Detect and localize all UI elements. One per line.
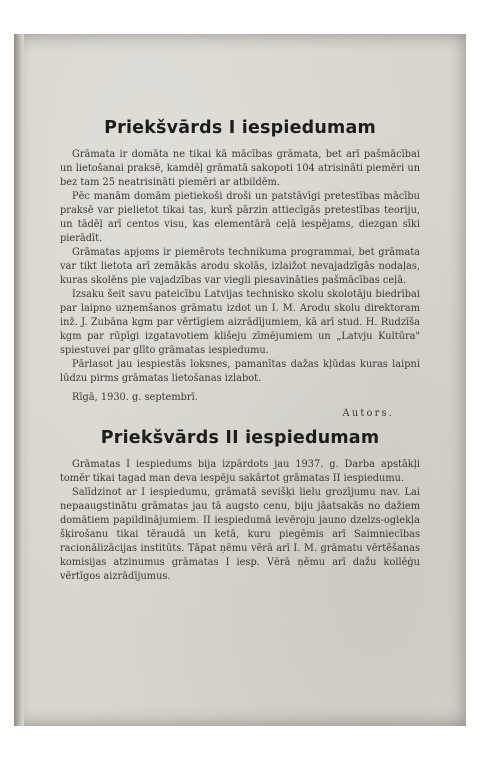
heading-second-edition: Priekšvārds II iespiedumam (100, 428, 380, 448)
section-second-edition-body (60, 458, 420, 584)
paragraph: Grāmatas apjoms ir piemērots technikuma programmai, bet grāmata var tikt lietota arī zemākās arodu skolās, izlaižot nevajadzīgās nodaļas, kuras skolēns pie vajadzības var viegli piesavināties pašmācības ceļā. (60, 247, 420, 286)
page-binding-shadow (14, 34, 24, 726)
page-content (60, 40, 420, 584)
paragraph: Pārlasot jau iespiestās loksnes, pamanītas dažas kļūdas kuras laipni lūdzu pirms grāmatas lietošanas izlabot. (60, 359, 420, 384)
section-first-edition-body (60, 148, 420, 386)
date-line: Rīgā, 1930. g. septembrī. (72, 392, 198, 403)
author-signature: Autors. (342, 408, 394, 419)
paragraph: Salīdzinot ar I iespiedumu, grāmatā sevišķi lielu grozījumu nav. Lai nepaaugstinātu grāmatas jau tā augsto cenu, biju jāatsakās no dažiem domātiem papildinājumiem. II iespiedumā ievēroju jauno dzelzs-oglekļa šķirošanu tikai tēraudā un ketā, kuru piegēmis arī Saimniecības racionālizācijas institūts. Tāpat ņēmu vērā arī I. M. grāmatu vērtēšanas komisijas atzinumus grāmatas I iesp. Vērā ņēmu arī dažu kollēģu vērtīgos aizrādījumus. (60, 487, 420, 582)
heading-first-edition: Priekšvārds I iespiedumam (104, 118, 376, 138)
paragraph: Grāmatas I iespiedums bija izpārdots jau 1937. g. Darba apstākļi tomēr tikai tagad man deva iespēju sakārtot grāmatas II iespiedumu. (60, 459, 420, 484)
paragraph: Pēc manām domām pietiekoši droši un patstāvīgi pretestības mācību praksē var pielietot tikai tas, kurš pārzin attiecīgās pretestības teoriju, un tādēļ arī centos visu, kas elementārā ceļā iespējams, diezgan sīki pierādīt. (60, 191, 420, 244)
paragraph: Izsaku šeit savu pateicību Latvijas technisko skolu skolotāju biedrībai par laipno uzņemšanos grāmatu izdot un I. M. Arodu skolu direktoram inž. J. Zubāna kgm par vērtīgiem aizrādījumiem, kā arī stud. H. Rudzīša kgm par rūpīgi izgatavotiem klišeju zīmējumiem un „Latvju Kultūra" spiestuvei par glīto grāmatas iespiedumu. (60, 289, 420, 356)
signature-block (60, 386, 420, 419)
paragraph: Grāmata ir domāta ne tikai kā mācības grāmata, bet arī pašmācībai un lietošanai praksē, kamdēļ grāmatā sakopoti 104 atrisināti piemēri un bez tam 25 neatrisināti piemēri ar atbildēm. (60, 149, 420, 188)
